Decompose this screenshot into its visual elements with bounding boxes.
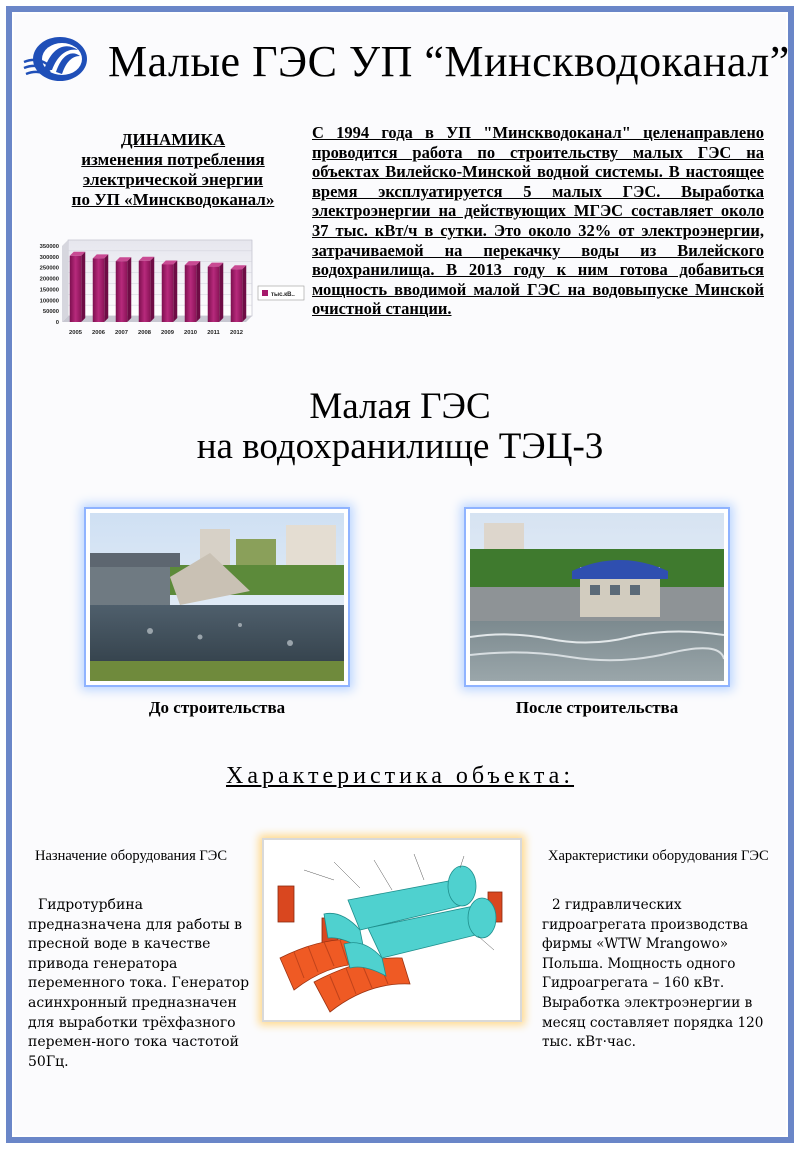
- chart-ytick-label: 250000: [39, 265, 59, 272]
- chart-ytick-label: 350000: [39, 244, 59, 250]
- vodokanal-logo: [22, 32, 92, 88]
- chart-bar: [93, 258, 105, 322]
- chart-bar-side: [196, 261, 200, 322]
- chart-ytick-label: 300000: [39, 254, 59, 261]
- caption-after: После строительства: [515, 698, 679, 717]
- equipment-specs-body: 2 гидравлических гидроагрегата производства фирмы «WTW Mrangowo» Польша. Мощность одного Гидроагрегата – 160 кВт. Выработка электроэнергии в месяц составляет порядка 120 тыс. кВт·час.: [542, 897, 764, 1051]
- dynamics-heading: [62, 130, 284, 210]
- chart-floor: [62, 316, 252, 322]
- photo-before-construction: [86, 509, 348, 685]
- intro-paragraph: С 1994 года в УП "Минскводоканал" целенаправлено проводится работа по строительству малых ГЭС на объектах Вилейско-Минской водной системы. В настоящее время эксплуатируется 5 малых ГЭС. Выработка электроэнергии на действующих МГЭС составляет около 37 тыс. кВт/ч в сутки. Это около 32% от электроэнергии, затрачиваемой на перекачку воды из Вилейского водохранилища. В 2013 году к ним готова добавиться мощность вводимой малой ГЭС на водовыпуске Минской очистной станции.: [312, 123, 764, 319]
- chart-ytick-label: 0: [55, 320, 59, 326]
- turbine-diagram: [262, 838, 522, 1022]
- chart-xtick-label: 2011: [207, 330, 220, 336]
- chart-bar: [162, 264, 174, 322]
- chart-bar-side: [219, 263, 223, 322]
- characteristics-heading: [0, 763, 800, 790]
- chart-xtick-label: 2008: [138, 330, 151, 336]
- chart-side-wall: [62, 240, 68, 322]
- chart-bar-side: [242, 265, 246, 322]
- chart-xtick-label: 2007: [115, 330, 128, 336]
- chart-bar: [231, 269, 243, 322]
- dynamics-line-2: изменения потребления: [81, 150, 265, 169]
- dynamics-line-4: по УП «Минскводоканал»: [71, 190, 275, 209]
- consumption-chart: [20, 238, 310, 346]
- chart-bar-side: [81, 252, 85, 322]
- chart-bar: [116, 261, 128, 322]
- dynamics-line-3: электрической энергии: [82, 170, 264, 189]
- section-title-line-2: на водохранилище ТЭЦ-3: [196, 426, 604, 467]
- caption-before: До строительства: [148, 698, 286, 717]
- chart-bar-side: [173, 260, 177, 322]
- chart-ytick-label: 100000: [39, 298, 59, 305]
- chart-ytick-label: 200000: [39, 276, 59, 283]
- section-title-line-1: Малая ГЭС: [309, 386, 491, 427]
- equipment-purpose-body: Гидротурбина предназначена для работы в пресной воде в качестве привода генератора переменного тока. Генератор асинхронный предназначен для выработки трёхфазного перемен-ного тока частотой 50Гц.: [28, 897, 250, 1070]
- equipment-specs-title: Характеристики оборудования ГЭС: [548, 848, 769, 864]
- chart-ytick-label: 150000: [39, 287, 59, 294]
- chart-xtick-label: 2005: [69, 330, 82, 336]
- chart-legend-swatch: [262, 290, 268, 296]
- section-title: [0, 387, 800, 467]
- dynamics-line-1: ДИНАМИКА: [120, 130, 226, 149]
- equipment-purpose-title: Назначение оборудования ГЭС: [35, 848, 227, 864]
- characteristics-title: Характеристика объекта:: [225, 763, 575, 789]
- chart-bar: [208, 267, 220, 322]
- chart-xtick-label: 2009: [161, 330, 174, 336]
- chart-xtick-label: 2006: [92, 330, 105, 336]
- photo-after-construction: [466, 509, 728, 685]
- chart-legend-label: тыс.кВ..: [271, 292, 295, 298]
- chart-bar: [185, 265, 197, 322]
- page-title: Малые ГЭС УП “Минскводоканал”: [108, 37, 790, 86]
- chart-ytick-label: 50000: [42, 309, 59, 316]
- equipment-purpose-text: [28, 896, 260, 1072]
- consumption-chart-svg: [20, 238, 310, 346]
- chart-bar: [139, 261, 151, 322]
- chart-xtick-label: 2012: [230, 330, 243, 336]
- chart-bar-side: [127, 257, 131, 322]
- equipment-specs-text: [542, 896, 778, 1053]
- chart-bar-side: [150, 257, 154, 322]
- chart-xtick-label: 2010: [184, 330, 197, 336]
- chart-bar: [70, 256, 82, 322]
- chart-bar-side: [104, 254, 108, 322]
